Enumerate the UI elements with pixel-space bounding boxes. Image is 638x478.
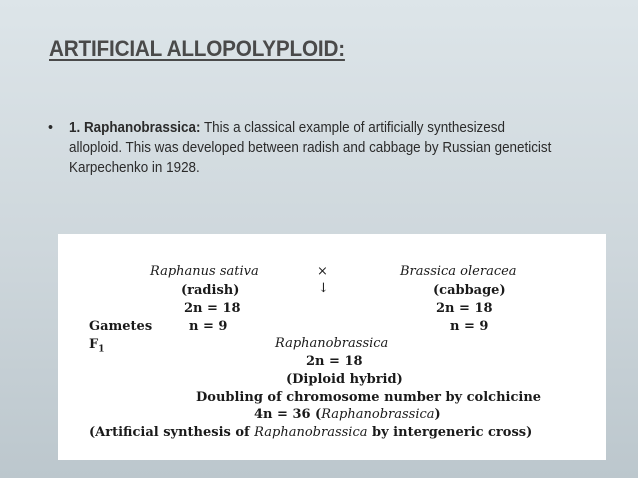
cross-symbol: ×: [317, 264, 328, 279]
parent1-gamete: n = 9: [189, 319, 228, 334]
parent1-species: Raphanus sativa: [150, 264, 259, 279]
caption-name: Raphanobrassica: [254, 425, 368, 440]
parent1-chromosomes: 2n = 18: [184, 301, 241, 316]
bullet-point: [48, 118, 608, 178]
caption-suffix: by intergeneric cross): [367, 425, 533, 440]
bullet-text: [69, 118, 558, 178]
f1-letter: F: [89, 337, 99, 352]
result-name: Raphanobrassica: [321, 407, 435, 422]
bullet-body: This a classical example of artificially synthesizesd alloploid. This was developed between radish and cabbage by Russian geneticist Karpechenko in 1928.: [69, 120, 552, 176]
cross-diagram-image: [58, 234, 606, 460]
hybrid-chromosomes: 2n = 18: [306, 354, 363, 369]
f1-label: [89, 337, 105, 355]
doubling-text: Doubling of chromosome number by colchicine: [196, 390, 542, 405]
result-count: 4n = 36 (: [254, 407, 322, 422]
diagram-caption: [89, 425, 532, 440]
bullet-marker: •: [48, 120, 54, 136]
hybrid-note: (Diploid hybrid): [286, 372, 403, 387]
amphidiploid-result: [254, 407, 441, 422]
result-close: ): [434, 407, 441, 422]
caption-prefix: (Artificial synthesis of: [89, 425, 255, 440]
parent2-chromosomes: 2n = 18: [436, 301, 493, 316]
down-arrow-icon: ↓: [318, 281, 329, 296]
parent2-gamete: n = 9: [450, 319, 489, 334]
hybrid-name: Raphanobrassica: [275, 336, 389, 351]
parent2-species: Brassica oleracea: [400, 264, 517, 279]
parent1-common-name: (radish): [181, 283, 240, 298]
gametes-label: Gametes: [89, 319, 153, 334]
parent2-common-name: (cabbage): [433, 283, 506, 298]
bullet-lead: 1. Raphanobrassica:: [69, 120, 201, 136]
slide-title: ARTIFICIAL ALLOPOLYPLOID:: [49, 36, 345, 61]
f1-subscript: 1: [98, 344, 105, 355]
